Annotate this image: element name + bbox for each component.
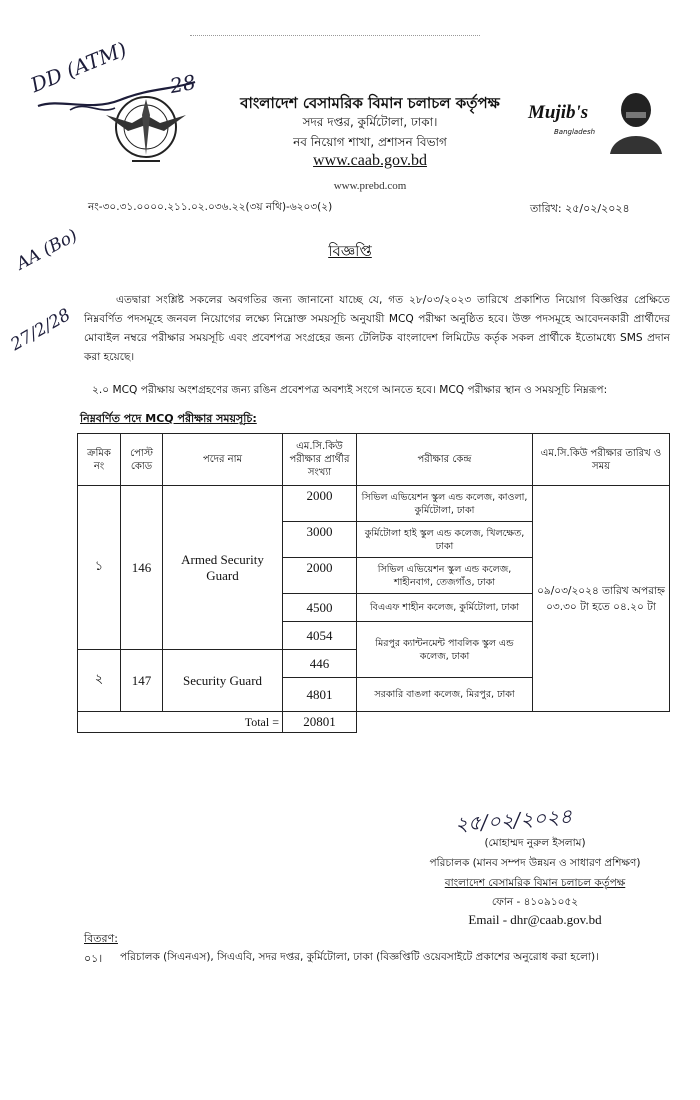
total-label: Total = — [78, 712, 283, 733]
handwritten-side-sign: 27/2/28 — [7, 304, 75, 356]
scan-artifact — [190, 35, 480, 37]
table-header-row — [78, 434, 670, 486]
empty-cell — [357, 712, 533, 733]
header-serial: ক্রমিক নং — [78, 434, 121, 486]
handwritten-signature: ২৫/০২/২০২৪ — [454, 803, 573, 837]
mcq-schedule-table — [77, 433, 670, 733]
centre-cell: কুর্মিটোলা হাই স্কুল এন্ড কলেজ, খিলক্ষেত, ঢাকা — [357, 522, 533, 558]
count-cell: 4500 — [283, 594, 357, 622]
table-total-row — [78, 712, 670, 733]
website-link[interactable]: www.caab.gov.bd — [313, 152, 427, 169]
total-value: 20801 — [283, 712, 357, 733]
handwritten-side-note: AA (Bo) — [13, 225, 81, 275]
signatory-designation: পরিচালক (মানব সম্পদ উন্নয়ন ও সাধারণ প্রশিক্ষণ) — [429, 857, 641, 869]
header-post-name: পদের নাম — [163, 434, 283, 486]
centre-cell: সরকারি বাঙলা কলেজ, মিরপুর, ঢাকা — [357, 678, 533, 712]
notice-title: বিজ্ঞপ্তি — [328, 242, 372, 260]
handwritten-top-date: 28 — [168, 69, 198, 99]
signatory-org: বাংলাদেশ বেসামরিক বিমান চলাচল কর্তৃপক্ষ — [444, 877, 626, 889]
portrait-silhouette-icon — [606, 88, 662, 154]
signatory-name: (মোহাম্মদ নুরুল ইসলাম) — [484, 837, 586, 849]
centre-cell: মিরপুর ক্যান্টনমেন্ট পাবলিক স্কুল এন্ড কলেজ, ঢাকা — [357, 622, 533, 678]
header-datetime: এম.সি.কিউ পরীক্ষার তারিখ ও সময় — [533, 434, 670, 486]
distribution-text: পরিচালক (সিএনএস), সিএএবি, সদর দপ্তর, কুর্মিটোলা, ঢাকা (বিজ্ঞপ্তিটি ওয়েবসাইটে প্রকাশের অনুরোধ করা হলো)। — [120, 951, 599, 963]
table-row — [78, 486, 670, 522]
handwritten-top-note: DD (ATM) — [27, 36, 131, 98]
mujib-logo-sub: Bangladesh — [554, 128, 596, 136]
count-cell: 2000 — [283, 558, 357, 594]
count-cell: 3000 — [283, 522, 357, 558]
mujib-logo-text: Mujib's — [528, 102, 589, 123]
centre-cell: বিএএফ শাহীন কলেজ, কুর্মিটোলা, ঢাকা — [357, 594, 533, 622]
count-cell: 2000 — [283, 486, 357, 522]
watermark-site: www.prebd.com — [333, 180, 407, 192]
paragraph-1: এতদ্বারা সংশ্লিষ্ট সকলের অবগতির জন্য জানানো যাচ্ছে যে, গত ২৮/০৩/২০২৩ তারিখে প্রকাশিত নিয়োগ বিজ্ঞপ্তির প্রেক্ষিতে নিম্নবর্ণিত পদসমূহে জনবল নিয়োগের লক্ষ্যে নিম্নোক্ত সময়সূচি অনুযায়ী MCQ পরীক্ষা অনুষ্ঠিত হবে। উক্ত পদসমূহে আবেদনকারী প্রার্থীদের মোবাইল নম্বরে পরীক্ষার সময়সূচি এবং প্রবেশপত্র সংগ্রহের জন্য টেলিটক বাংলাদেশ লিমিটেড কর্তৃক সকল প্রার্থীকে ইতোমধ্যে SMS প্রদান করা হয়েছে। — [84, 294, 670, 363]
mujib-logo — [528, 88, 668, 158]
table-caption: নিম্নবর্ণিত পদে MCQ পরীক্ষার সময়সূচি: — [80, 412, 257, 425]
org-name: বাংলাদেশ বেসামরিক বিমান চলাচল কর্তৃপক্ষ — [240, 94, 500, 112]
count-cell: 446 — [283, 650, 357, 678]
count-cell: 4054 — [283, 622, 357, 650]
post-name-cell: Armed Security Guard — [163, 486, 283, 650]
signatory-phone: ফোন - ৪১০৯১০৫২ — [491, 896, 579, 908]
signatory-email[interactable]: Email - dhr@caab.gov.bd — [468, 912, 602, 927]
memo-number: নং-৩০.৩১.০০০০.২১১.০২.০৩৬.২২(৩য় নথি)-৬২০৩(২) — [88, 201, 333, 213]
post-name-cell: Security Guard — [163, 650, 283, 712]
memo-date: তারিখ: ২৫/০২/২০২৪ — [530, 202, 630, 215]
serial-cell: ২ — [78, 650, 121, 712]
caab-emblem-logo — [102, 85, 190, 167]
distribution-label: বিতরণ: — [84, 932, 118, 945]
header-post-code: পোস্ট কোড — [121, 434, 163, 486]
branch-name: নব নিয়োগ শাখা, প্রশাসন বিভাগ — [293, 135, 447, 149]
post-code-cell: 146 — [121, 486, 163, 650]
paragraph-2: ২.০ MCQ পরীক্ষায় অংশগ্রহণের জন্য রঙিন প্রবেশপত্র অবশ্যই সংগে আনতে হবে। MCQ পরীক্ষার স্থান ও সময়সূচি নিম্নরূপ: — [92, 384, 608, 396]
centre-cell: সিভিল এভিয়েশন স্কুল এন্ড কলেজ, শাহীনবাগ, তেজগাঁও, ঢাকা — [357, 558, 533, 594]
centre-cell: সিভিল এভিয়েশন স্কুল এন্ড কলেজ, কাওলা, কুর্মিটোলা, ঢাকা — [357, 486, 533, 522]
office-address: সদর দপ্তর, কুর্মিটোলা, ঢাকা। — [302, 115, 438, 129]
header-centre: পরীক্ষার কেন্দ্র — [357, 434, 533, 486]
datetime-cell: ০৯/০৩/২০২৪ তারিখ অপরাহ্ন ০৩.৩০ টা হতে ০৪.২০ টা — [533, 486, 670, 712]
empty-cell — [533, 712, 670, 733]
header-candidates: এম.সি.কিউ পরীক্ষার প্রার্থীর সংখ্যা — [283, 434, 357, 486]
count-cell: 4801 — [283, 678, 357, 712]
post-code-cell: 147 — [121, 650, 163, 712]
serial-cell: ১ — [78, 486, 121, 650]
distribution-number: ০১। — [84, 952, 103, 965]
